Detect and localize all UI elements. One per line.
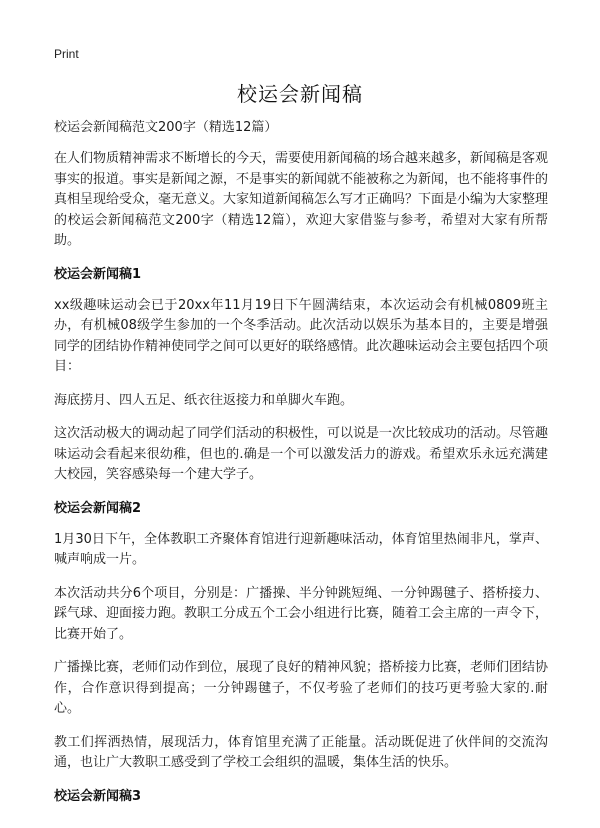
section-heading: 校运会新闻稿3 [54, 788, 142, 804]
section-paragraph: 海底捞月、四人五足、纸衣往返接力和单脚火车跑。 [54, 392, 354, 408]
print-link[interactable]: Print [54, 47, 79, 61]
article-body [54, 118, 548, 818]
section-paragraph: xx级趣味运动会已于20xx年11月19日下午圆满结束，本次运动会有机械0809班主办，有机械08级学生参加的一个冬季活动。此次活动以娱乐为基本目的，主要是增强同学的团结协作精神使同学之间可以更好的联络感情。此次趣味运动会主要包括四个项目： [54, 297, 549, 374]
section [54, 265, 548, 486]
section-paragraph: 广播操比赛，老师们动作到位，展现了良好的精神风貌；搭桥接力比赛，老师们团结协作，合作意识得到提高；一分钟踢毽子，不仅考验了老师们的技巧更考验大家的.耐心。 [54, 660, 549, 716]
section-paragraph: 这次活动极大的调动起了同学们活动的积极性，可以说是一次比较成功的活动。尽管趣味运动会看起来很幼稚，但也的.确是一个可以激发活力的游戏。希望欢乐永远充满建大校园，笑容感染每一个建大学子。 [54, 426, 549, 482]
section-paragraph: 本次活动共分6个项目，分别是：广播操、半分钟跳短绳、一分钟踢毽子、搭桥接力、踩气球、迎面接力跑。教职工分成五个工会小组进行比赛，随着工会主席的一声令下，比赛开始了。 [54, 585, 549, 642]
page-title: 校运会新闻稿 [237, 82, 363, 106]
intro-paragraph: 在人们物质精神需求不断增长的今天，需要使用新闻稿的场合越来越多，新闻稿是客观事实的报道。事实是新闻之源，不是事实的新闻就不能被称之为新闻，也不能将事件的真相呈现给受众，毫无意义。大家知道新闻稿怎么写才正确吗？下面是小编为大家整理的校运会新闻稿范文200字（精选12篇），欢迎大家借鉴与参考，希望对大家有所帮助。 [54, 151, 549, 248]
section [54, 499, 548, 774]
section-heading: 校运会新闻稿2 [54, 500, 142, 516]
section-paragraph: 1月30日下午，全体教职工齐聚体育馆进行迎新趣味活动，体育馆里热闹非凡，掌声、喊声响成一片。 [54, 531, 548, 567]
section [54, 787, 548, 807]
section-paragraph: 教工们挥洒热情，展现活力，体育馆里充满了正能量。活动既促进了伙伴间的交流沟通，也让广大教职工感受到了学校工会组织的温暖，集体生活的快乐。 [54, 734, 548, 770]
section-heading: 校运会新闻稿1 [54, 266, 142, 282]
article-subtitle: 校运会新闻稿范文200字（精选12篇） [54, 120, 278, 135]
